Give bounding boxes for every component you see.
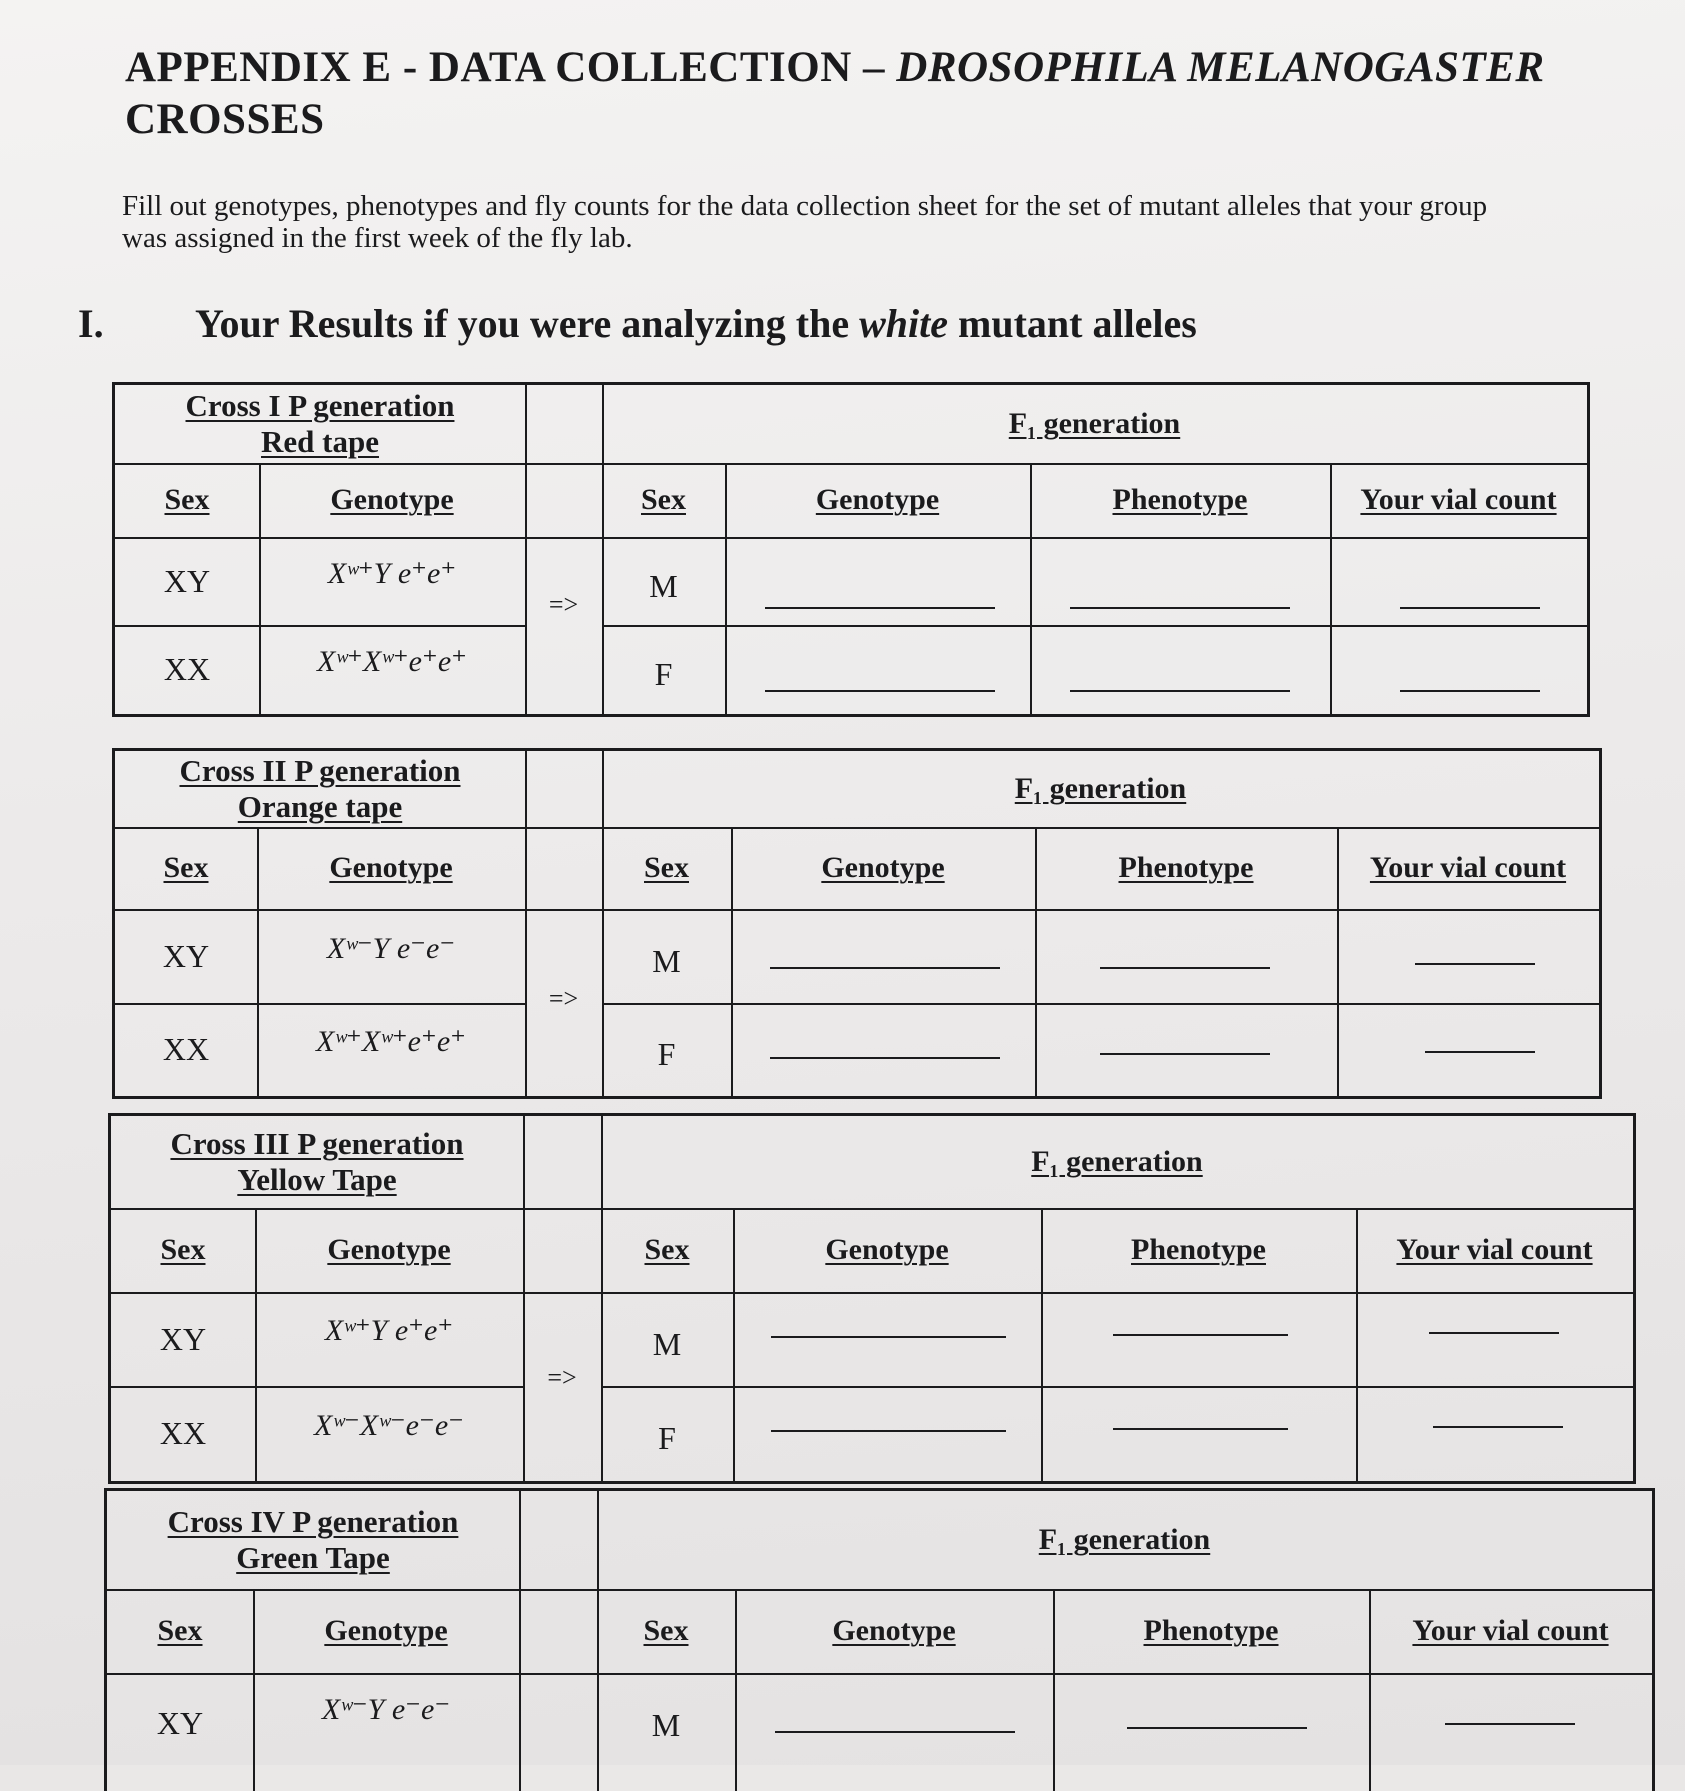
f1-phenotype-male-blank[interactable] xyxy=(1113,1334,1288,1336)
p-sex-male: XY xyxy=(162,937,210,974)
sex-header: Sex xyxy=(160,1233,206,1266)
f1-sex-female: F xyxy=(657,1036,676,1072)
p-sex-male: XY xyxy=(163,562,211,599)
f1-sex-female: F xyxy=(654,656,673,692)
cross-2-p-title xyxy=(115,751,525,827)
f1-genotype-male-blank[interactable] xyxy=(775,1731,1015,1733)
f1-sex-male: M xyxy=(651,1706,681,1743)
cross-4-table xyxy=(104,1488,1655,1791)
sex-header: Sex xyxy=(164,483,210,516)
f1-genotype-female-blank[interactable] xyxy=(771,1430,1006,1432)
title-italic: DROSOPHILA MELANOGASTER xyxy=(896,44,1545,91)
phenotype-header: Phenotype xyxy=(1131,1233,1266,1266)
f1-genotype-male-blank[interactable] xyxy=(765,607,995,609)
p-genotype-male: Xʷ⁻Y e⁻e⁻ xyxy=(326,931,456,965)
section-text: Your Results if you were analyzing the xyxy=(195,301,860,346)
f1-genotype-header: Genotype xyxy=(832,1614,956,1647)
p-genotype-male: Xʷ⁺Y e⁺e⁺ xyxy=(324,1313,454,1347)
cross-title: Cross II P generation xyxy=(179,753,461,788)
cross-3-table xyxy=(108,1113,1636,1484)
sex-header: Sex xyxy=(157,1614,203,1647)
title-line2: CROSSES xyxy=(125,96,325,143)
phenotype-header: Phenotype xyxy=(1118,851,1254,884)
tape-color: Red tape xyxy=(261,424,379,459)
p-sex-female: XX xyxy=(159,1415,207,1451)
p-genotype-male: Xʷ⁻Y e⁻e⁻ xyxy=(321,1692,451,1726)
vial-count-female-blank[interactable] xyxy=(1433,1426,1563,1428)
p-genotype-female: Xʷ⁻Xʷ⁻e⁻e⁻ xyxy=(314,1408,464,1442)
f1-phenotype-male-blank[interactable] xyxy=(1100,967,1270,969)
f1-sex-header: Sex xyxy=(644,851,689,884)
f1-generation-header: F₁ generation xyxy=(1014,772,1187,805)
cross-4-p-title xyxy=(107,1491,519,1589)
f1-generation-header: F₁ generation xyxy=(1038,1523,1211,1556)
genotype-header: Genotype xyxy=(327,1233,451,1266)
f1-sex-header: Sex xyxy=(641,483,686,516)
tape-color: Yellow Tape xyxy=(237,1162,397,1197)
f1-phenotype-female-blank[interactable] xyxy=(1113,1428,1288,1430)
f1-phenotype-female-blank[interactable] xyxy=(1070,690,1290,692)
cross-1-table xyxy=(112,382,1590,717)
cross-arrow: => xyxy=(548,590,579,619)
f1-phenotype-male-blank[interactable] xyxy=(1070,607,1290,609)
f1-generation-header: F₁ generation xyxy=(1031,1145,1203,1178)
f1-sex-female: F xyxy=(658,1420,676,1456)
f1-phenotype-male-blank[interactable] xyxy=(1127,1727,1307,1729)
vial-count-header: Your vial count xyxy=(1369,851,1567,884)
vial-count-male-blank[interactable] xyxy=(1400,607,1540,609)
f1-sex-male: M xyxy=(649,567,678,604)
tape-color: Orange tape xyxy=(237,789,403,824)
vial-count-male-blank[interactable] xyxy=(1429,1332,1559,1334)
cross-2-table xyxy=(112,748,1602,1099)
cross-title: Cross III P generation xyxy=(170,1126,464,1161)
cross-3-p-title xyxy=(111,1116,523,1208)
f1-genotype-header: Genotype xyxy=(825,1233,949,1266)
phenotype-header: Phenotype xyxy=(1143,1614,1279,1647)
cross-title: Cross I P generation xyxy=(185,388,455,423)
vial-count-header: Your vial count xyxy=(1360,483,1557,516)
genotype-header: Genotype xyxy=(330,483,454,516)
p-genotype-male: Xʷ⁺Y e⁺e⁺ xyxy=(327,556,457,590)
cross-title: Cross IV P generation xyxy=(167,1504,459,1539)
f1-sex-male: M xyxy=(652,942,681,979)
f1-generation-header: F₁ generation xyxy=(1008,407,1181,440)
f1-sex-male: M xyxy=(652,1325,682,1362)
section-italic: white xyxy=(859,301,948,346)
vial-count-male-blank[interactable] xyxy=(1445,1723,1575,1725)
f1-phenotype-female-blank[interactable] xyxy=(1100,1053,1270,1055)
section-text-end: mutant alleles xyxy=(948,301,1197,346)
sex-header: Sex xyxy=(163,851,209,884)
p-sex-male: XY xyxy=(156,1704,204,1741)
phenotype-header: Phenotype xyxy=(1112,483,1248,516)
f1-genotype-male-blank[interactable] xyxy=(770,967,1000,969)
f1-sex-header: Sex xyxy=(644,1233,690,1266)
genotype-header: Genotype xyxy=(324,1614,448,1647)
f1-genotype-female-blank[interactable] xyxy=(770,1057,1000,1059)
vial-count-header: Your vial count xyxy=(1412,1614,1609,1647)
tape-color: Green Tape xyxy=(236,1540,390,1575)
section-heading xyxy=(78,300,1478,347)
vial-count-female-blank[interactable] xyxy=(1425,1051,1535,1053)
title-main: APPENDIX E - DATA COLLECTION – xyxy=(125,44,897,91)
section-number: I. xyxy=(78,301,104,346)
vial-count-female-blank[interactable] xyxy=(1400,690,1540,692)
p-sex-male: XY xyxy=(159,1320,207,1357)
genotype-header: Genotype xyxy=(329,851,453,884)
f1-genotype-header: Genotype xyxy=(821,851,945,884)
f1-genotype-male-blank[interactable] xyxy=(771,1336,1006,1338)
f1-genotype-header: Genotype xyxy=(815,483,940,516)
cross-arrow: => xyxy=(548,984,579,1013)
p-sex-female: XX xyxy=(163,651,211,687)
vial-count-male-blank[interactable] xyxy=(1415,963,1535,965)
f1-genotype-female-blank[interactable] xyxy=(765,690,995,692)
vial-count-header: Your vial count xyxy=(1396,1233,1593,1266)
f1-sex-header: Sex xyxy=(643,1614,689,1647)
cross-arrow: => xyxy=(547,1363,577,1392)
cross-1-p-title xyxy=(115,385,525,463)
p-sex-female: XX xyxy=(162,1031,210,1067)
page-title xyxy=(125,42,1545,146)
p-genotype-female: Xʷ⁺Xʷ⁺e⁺e⁺ xyxy=(317,644,467,678)
instructions: Fill out genotypes, phenotypes and fly counts for the data collection sheet for the set of mutant alleles that your group was assigned in the first week of the fly lab. xyxy=(122,190,1488,254)
p-genotype-female: Xʷ⁺Xʷ⁺e⁺e⁺ xyxy=(316,1024,466,1058)
